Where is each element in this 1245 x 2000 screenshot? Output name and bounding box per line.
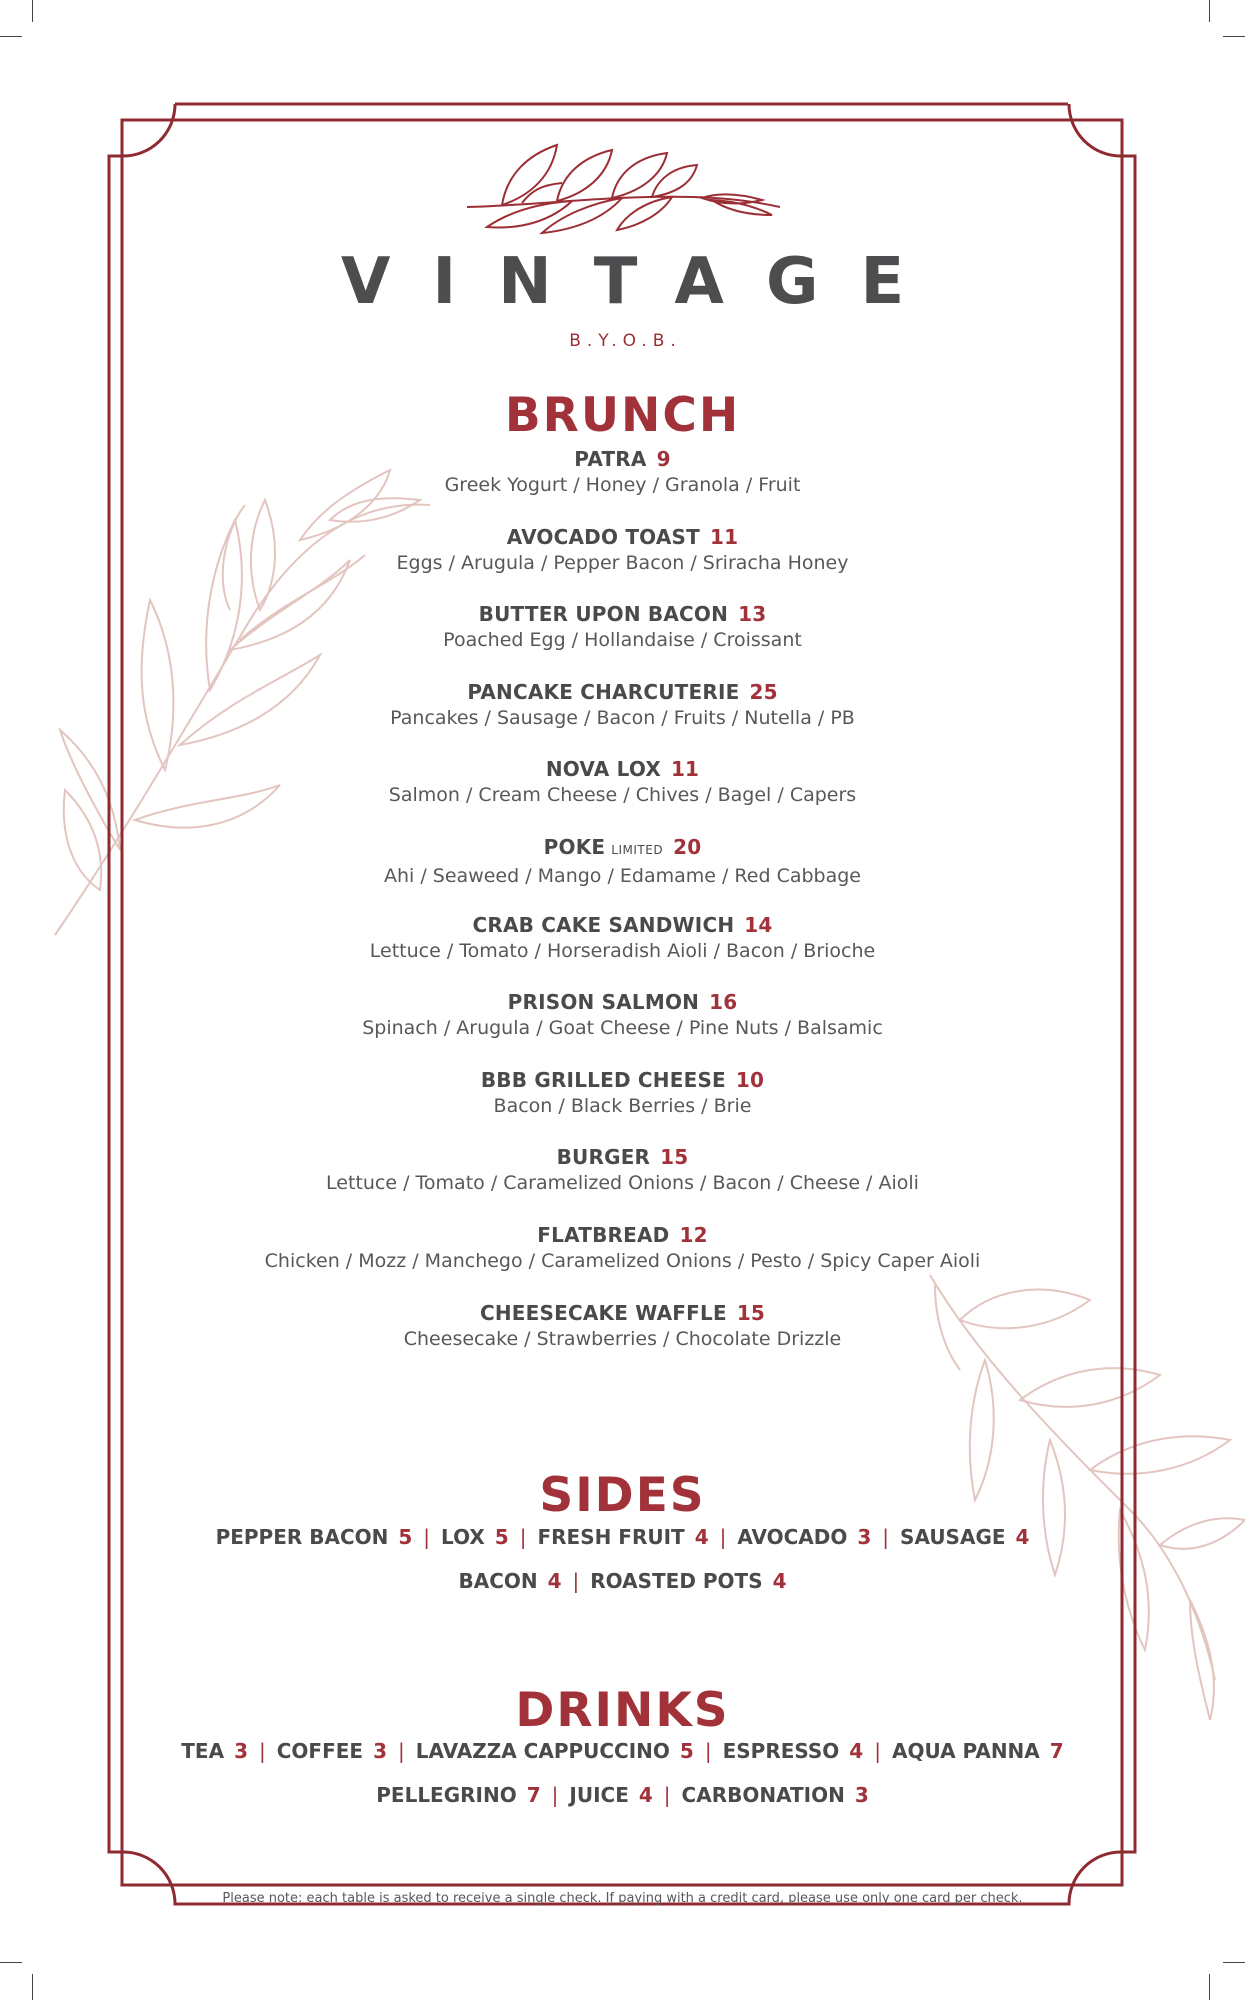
menu-item-price: 10 [735, 1067, 765, 1092]
drink-item-price: 4 [849, 1739, 864, 1763]
menu-item-title [0, 989, 1245, 1015]
separator: | [663, 1783, 671, 1807]
menu-item-description: Bacon / Black Berries / Brie [493, 1094, 752, 1117]
drinks-title: DRINKS [515, 1683, 730, 1738]
separator: | [423, 1525, 431, 1549]
menu-item-price: 14 [744, 912, 773, 937]
menu-item-description: Poached Egg / Hollandaise / Croissant [443, 629, 802, 652]
menu-item-price: 15 [736, 1300, 766, 1325]
menu-item-title [0, 601, 1245, 627]
menu-item-name: AVOCADO TOAST [506, 524, 700, 549]
menu-item [0, 1300, 1245, 1352]
drink-item-name: COFFEE [276, 1739, 364, 1763]
separator: | [259, 1739, 266, 1763]
menu-item-description: Eggs / Arugula / Pepper Bacon / Sriracha Honey [396, 551, 849, 574]
leaf-logo-icon [462, 135, 782, 250]
side-item-price: 4 [1015, 1525, 1030, 1549]
brand-name: VINTAGE [340, 245, 947, 319]
drink-item-name: PELLEGRINO [376, 1783, 517, 1807]
menu-item [0, 601, 1245, 653]
menu-item [0, 446, 1245, 498]
side-item-price: 5 [398, 1525, 413, 1549]
menu-item-price: 11 [709, 524, 739, 549]
side-item-name: ROASTED POTS [590, 1569, 763, 1593]
menu-item-name: BUTTER UPON BACON [478, 602, 729, 627]
drink-item-price: 3 [373, 1739, 387, 1763]
drink-item-price: 3 [854, 1783, 869, 1807]
drink-item-name: ESPRESSO [722, 1739, 840, 1763]
menu-item-description: Cheesecake / Strawberries / Chocolate Drizzle [403, 1327, 842, 1350]
side-item-name: SAUSAGE [900, 1525, 1006, 1549]
separator: | [882, 1525, 890, 1549]
menu-item [0, 1222, 1245, 1274]
drink-item-name: CARBONATION [681, 1783, 845, 1807]
menu-item-description: Greek Yogurt / Honey / Granola / Fruit [444, 474, 801, 496]
drink-item-name: AQUA PANNA [891, 1739, 1040, 1763]
menu-item-description: Ahi / Seaweed / Mango / Edamame / Red Cabbage [384, 865, 861, 887]
menu-item-name: BURGER [556, 1145, 651, 1170]
menu-item-description: Chicken / Mozz / Manchego / Caramelized Onions / Pesto / Spicy Caper Aioli [264, 1250, 981, 1272]
menu-item-title [0, 446, 1245, 472]
brand-subtitle: B.Y.O.B. [569, 331, 682, 351]
menu-item-name: CRAB CAKE SANDWICH [472, 912, 735, 937]
drinks-row [0, 1781, 1245, 1809]
menu-item-name: NOVA LOX [545, 757, 661, 782]
menu-item-price: 20 [673, 835, 702, 859]
side-item-price: 3 [857, 1525, 872, 1549]
drink-item-name: JUICE [569, 1783, 629, 1807]
menu-item [0, 756, 1245, 808]
menu-item [0, 834, 1245, 889]
side-item-price: 4 [694, 1525, 709, 1549]
menu-item-title [0, 1222, 1245, 1248]
side-item-name: AVOCADO [737, 1525, 848, 1549]
menu-item-description: Lettuce / Tomato / Caramelized Onions / Bacon / Cheese / Aioli [326, 1172, 919, 1195]
sides-row [0, 1567, 1245, 1595]
menu-item-name: FLATBREAD [537, 1223, 670, 1247]
side-item-price: 4 [772, 1569, 787, 1593]
menu-item-title [0, 524, 1245, 550]
drink-item-price: 7 [1049, 1739, 1064, 1763]
side-item-name: BACON [458, 1569, 538, 1593]
menu-item-price: 12 [679, 1223, 708, 1247]
side-item-name: LOX [441, 1525, 485, 1549]
menu-item-title [0, 1300, 1245, 1326]
menu-item [0, 1067, 1245, 1119]
brunch-title: BRUNCH [504, 388, 741, 443]
drinks-row [0, 1737, 1245, 1765]
menu-item [0, 989, 1245, 1041]
menu-item-name: PRISON SALMON [507, 990, 700, 1015]
menu-item-price: 15 [660, 1145, 689, 1170]
menu-item-title [0, 912, 1245, 938]
separator: | [719, 1525, 727, 1549]
menu-item-title [0, 834, 1245, 863]
side-item-name: FRESH FRUIT [537, 1525, 685, 1549]
drink-item-price: 4 [638, 1783, 653, 1807]
menu-item-name: PATRA [574, 447, 647, 471]
menu-item-price: 25 [749, 679, 778, 704]
sides-title: SIDES [539, 1468, 706, 1523]
separator: | [551, 1783, 559, 1807]
drink-item-name: TEA [181, 1739, 225, 1763]
menu-item-description: Lettuce / Tomato / Horseradish Aioli / Bacon / Brioche [369, 939, 876, 962]
menu-item-price: 13 [738, 602, 767, 627]
separator: | [704, 1739, 712, 1763]
footnote: Please note: each table is asked to receive a single check. If paying with a credit card, please use only one card per check. [222, 1891, 1023, 1906]
menu-item-note: LIMITED [611, 843, 664, 857]
menu-item-name: POKE [543, 835, 606, 859]
menu-item [0, 912, 1245, 964]
separator: | [398, 1739, 405, 1763]
separator: | [572, 1569, 580, 1593]
separator: | [519, 1525, 527, 1549]
menu-item-name: BBB GRILLED CHEESE [480, 1067, 726, 1092]
drink-item-name: LAVAZZA CAPPUCCINO [415, 1739, 670, 1763]
menu-item-name: CHEESECAKE WAFFLE [479, 1300, 727, 1325]
menu-item [0, 679, 1245, 731]
side-item-price: 5 [494, 1525, 509, 1549]
drink-item-price: 7 [526, 1783, 541, 1807]
menu-item-title [0, 756, 1245, 782]
side-item-price: 4 [547, 1569, 562, 1593]
menu-item-description: Salmon / Cream Cheese / Chives / Bagel / Capers [388, 784, 857, 807]
menu-item-price: 16 [709, 990, 738, 1015]
menu-item-price: 11 [670, 757, 700, 782]
menu-item-description: Spinach / Arugula / Goat Cheese / Pine Nuts / Balsamic [362, 1017, 883, 1040]
side-item-name: PEPPER BACON [215, 1525, 389, 1549]
drink-item-price: 5 [679, 1739, 694, 1763]
menu-item-price: 9 [656, 447, 671, 471]
separator: | [874, 1739, 881, 1763]
menu-item [0, 1144, 1245, 1196]
menu-item-description: Pancakes / Sausage / Bacon / Fruits / Nutella / PB [390, 706, 855, 729]
menu-item-title [0, 1067, 1245, 1093]
menu-item [0, 524, 1245, 576]
menu-item-name: PANCAKE CHARCUTERIE [467, 679, 740, 704]
menu-item-title [0, 1144, 1245, 1170]
drink-item-price: 3 [234, 1739, 248, 1763]
sides-row [0, 1523, 1245, 1551]
menu-item-title [0, 679, 1245, 705]
